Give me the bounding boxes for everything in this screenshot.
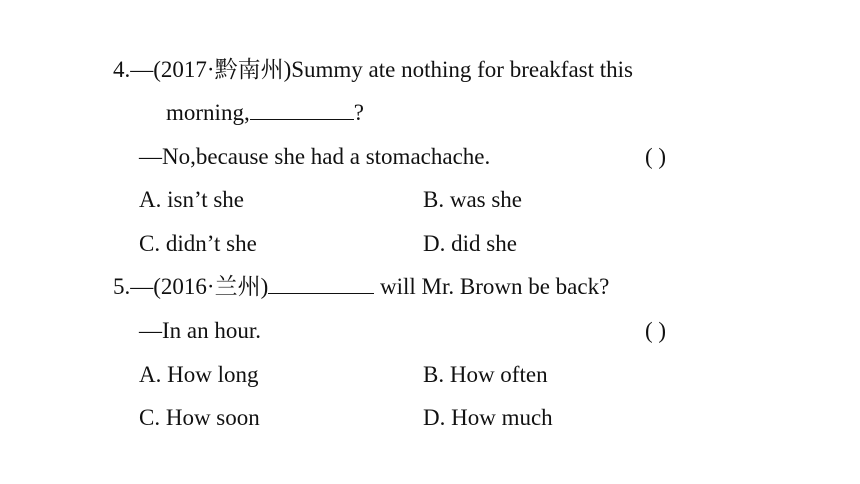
question-4-option-b: B. was she <box>423 187 523 212</box>
question-stem-end: will Mr. Brown be back? <box>379 274 610 299</box>
question-source: —(2016·兰州) <box>130 274 269 299</box>
question-stem-end: ? <box>353 100 364 125</box>
question-4-option-c: C. didn’t she <box>139 231 257 256</box>
question-source: —(2017·黔南州) <box>130 57 292 82</box>
question-number: 4. <box>113 57 131 82</box>
question-4-reply: —No,because she had a stomachache. <box>139 144 491 169</box>
question-4-option-a: A. isn’t she <box>139 187 244 212</box>
answer-blank <box>268 293 374 294</box>
question-5-option-b: B. How often <box>423 362 548 387</box>
question-5-option-c: C. How soon <box>139 405 260 430</box>
question-5-option-a: A. How long <box>139 362 259 387</box>
question-4-answer-paren: ( ) <box>645 144 667 169</box>
question-5-stem <box>113 273 609 301</box>
question-4-option-d: D. did she <box>423 231 517 256</box>
question-5-answer-paren: ( ) <box>645 318 667 343</box>
question-number: 5. <box>113 274 131 299</box>
answer-blank <box>250 119 354 120</box>
question-4-stem-line1 <box>113 56 633 84</box>
question-5-reply: —In an hour. <box>139 318 262 343</box>
question-4-stem-line2 <box>166 99 364 127</box>
question-stem: Summy ate nothing for breakfast this <box>291 57 633 82</box>
question-stem-continued: morning, <box>166 100 250 125</box>
question-5-option-d: D. How much <box>423 405 553 430</box>
